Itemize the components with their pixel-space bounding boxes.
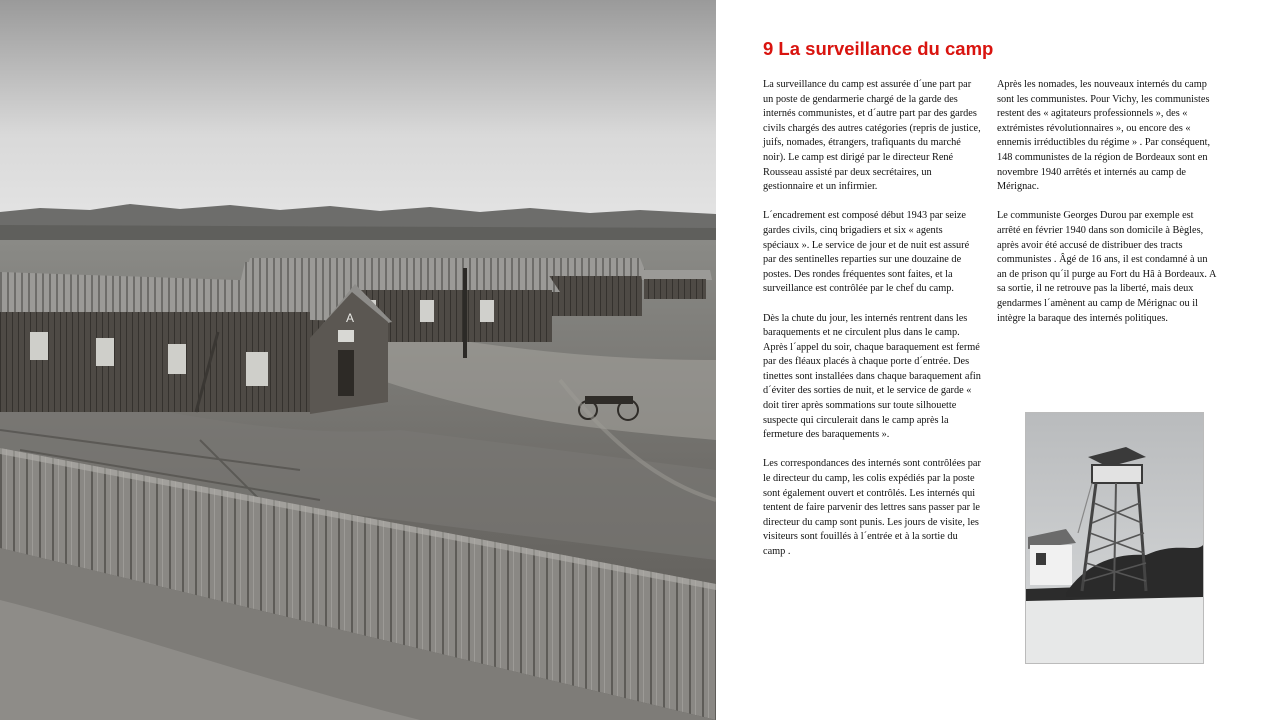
paragraph-communist-internees: Après les nomades, les nouveaux internés du camp sont les communistes. Pour Vichy, les communistes restent des « agitateurs professionnels », des « extrémistes révolutionnaires », ou encore des « ennemis irréductibles du régime » . Par conséquent, 148 communistes de la région de Bordeaux sont en novembre 1940 arrêtés et internés au camp de Mérignac.	[997, 79, 1211, 193]
paragraph-night-rules: Dès la chute du jour, les internés rentrent dans les baraquements et ne circulent plus dans le camp. Après l´appel du soir, chaque baraquement est fermé par des fléaux placés à chaque porte d´entrée. Des tinettes sont installées dans chaque baraquement afin d´éviter des sorties de nuit, et le service de garde « doit tirer après sommations sur toute silhouette suspecte qui circulerait dans le camp après la fermeture des baraquements ».	[763, 312, 981, 441]
paragraph-georges-durou: Le communiste Georges Durou par exemple est arrêté en février 1940 dans son domicile à Bègles, après avoir été accusé de distribuer des tracts communistes . Âgé de 16 ans, il est condamné à un an de prison qu´il purge au Fort du Hâ à Bordeaux. A sa sortie, il ne retrouve pas la liberté, mais deux gendarmes l´amènent au camp de Mérignac ou il intègre la baraque des internés politiques.	[997, 210, 1216, 324]
paragraph-surveillance-organisation: La surveillance du camp est assurée d´une part par un poste de gendarmerie chargé de la garde des internés communistes, et d´autre part par des gardes civils chargés des autres catégories (repris de justice, juifs, nomades, étrangers, trafiquants du marché noir). Le camp est dirigé par le directeur René Rousseau assisté par deux secrétaires, un gestionnaire et un infirmier.	[763, 79, 981, 193]
left-text-column	[763, 78, 981, 574]
barrack-sign: A	[346, 311, 355, 325]
paragraph-correspondence-control: Les correspondances des internés sont contrôlées par le directeur du camp, les colis expédiés par la poste sont également ouvert et contrôlés. Les internés qui tentent de faire parvenir des lettres sans passer par le directeur du camp sont punis. Les jours de visite, les visiteurs sont fouillés à l´entrée et à la sortie du camp .	[763, 458, 981, 557]
page-title: 9 La surveillance du camp	[763, 38, 994, 59]
paragraph-staffing: L´encadrement est composé début 1943 par seize gardes civils, cinq brigadiers et six « agents spéciaux ». Le service de jour et de nuit est assuré par des sentinelles reparties sur une douzaine de postes. Des rondes fréquentes sont faites, et la surveillance est contrôlée par le chef du camp.	[763, 210, 970, 295]
watchtower-photo	[1026, 413, 1203, 663]
right-text-column	[997, 78, 1217, 341]
